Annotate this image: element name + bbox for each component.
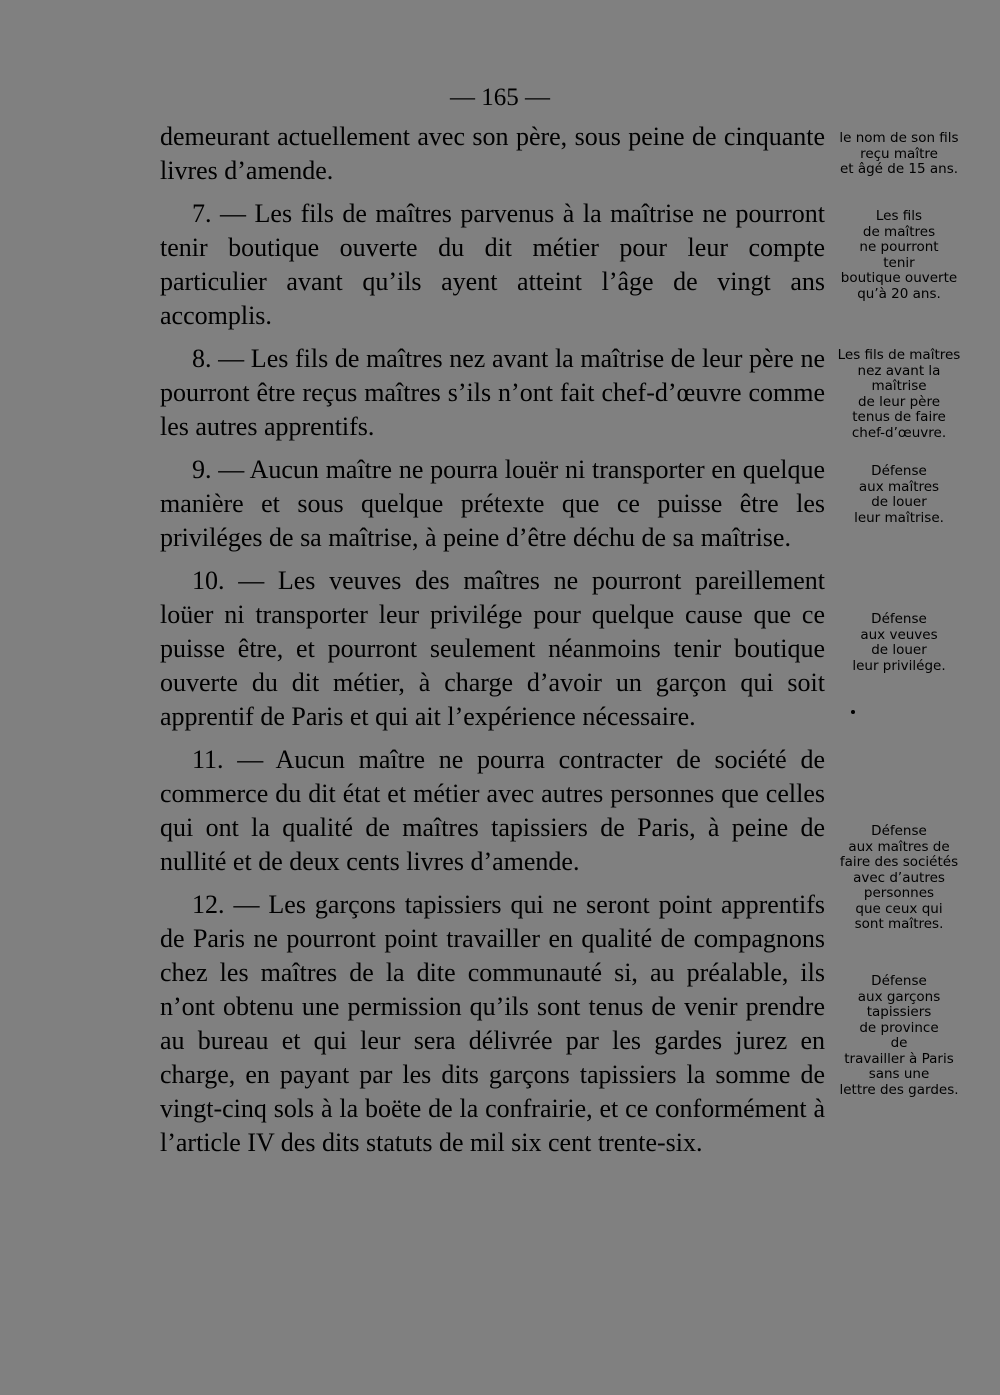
- article-11: 11. — Aucun maître ne pourra contracter de société de commerce du dit état et métier avec autres personnes que celles qui ont la qualité de maîtres tapissiers de Paris, à peine de nullité et de deux cents livres d’amende.: [160, 745, 825, 876]
- margin-note-article-11: Défense aux maîtres de faire des sociétés avec d’autres personnes que ceux qui sont maîtres.: [839, 823, 959, 932]
- margin-note-article-9: Défense aux maîtres de louer leur maîtrise.: [854, 463, 944, 526]
- article-8: 8. — Les fils de maîtres nez avant la maîtrise de leur père ne pourront être reçus maîtres s’ils n’ont fait chef-d’œuvre comme les autres apprentifs.: [160, 344, 825, 441]
- article-9: 9. — Aucun maître ne pourra louër ni transporter en quelque manière et sous quelque prétexte que ce puisse être les priviléges de sa maîtrise, à peine d’être déchu de sa maîtrise.: [160, 455, 825, 552]
- margin-note-son-name: le nom de son fils reçu maître et âgé de 15 ans.: [839, 130, 959, 177]
- paragraph-continuation: demeurant actuellement avec son père, sous peine de cinquante livres d’amende.: [160, 122, 825, 185]
- article-12: 12. — Les garçons tapissiers qui ne seront point apprentifs de Paris ne pourront point travailler en qualité de compagnons chez les maîtres de la dite communauté si, au préalable, ils n’ont obtenu une permission qu’ils sont tenus de venir prendre au bureau et qui leur sera délivrée par les gardes jurez en charge, en payant par les dits garçons tapissiers la somme de vingt-cinq sols à la boëte de la confrairie, et ce conformément à l’article IV des dits statuts de mil six cent trente-six.: [160, 890, 825, 1157]
- main-text: [160, 120, 825, 1160]
- print-speck: [851, 710, 855, 714]
- article-7: 7. — Les fils de maîtres parvenus à la maîtrise ne pourront tenir boutique ouverte du dit métier pour leur compte particulier avant qu’ils ayent atteint l’âge de vingt ans accomplis.: [160, 199, 825, 330]
- article-10: 10. — Les veuves des maîtres ne pourront pareillement loüer ni transporter leur privilége pour quelque cause que ce puisse être, et pourront seulement néanmoins tenir boutique ouverte du dit métier, à charge d’avoir un garçon qui soit apprentif de Paris et qui ait l’expérience nécessaire.: [160, 566, 825, 731]
- margin-note-article-10: Défense aux veuves de louer leur privilége.: [852, 611, 946, 674]
- margin-note-article-12: Défense aux garçons tapissiers de province de travailler à Paris sans une lettre des gardes.: [839, 973, 959, 1098]
- margin-note-article-8: Les fils de maîtres nez avant la maîtrise de leur père tenus de faire chef-d’œuvre.: [837, 347, 961, 441]
- page-number: — 165 —: [450, 84, 550, 111]
- margin-note-article-7: Les fils de maîtres ne pourront tenir boutique ouverte qu’à 20 ans.: [840, 208, 958, 302]
